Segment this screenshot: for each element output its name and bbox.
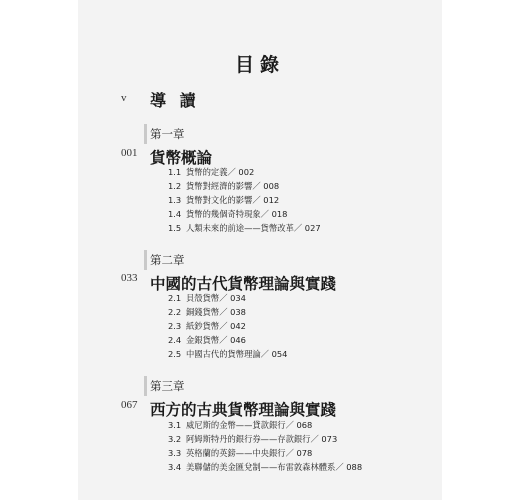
chapter-3-label: 第三章 bbox=[150, 379, 185, 393]
toc-entry: 2.3 紙鈔貨幣／ 042 bbox=[168, 321, 246, 331]
intro-heading: 導 讀 bbox=[150, 91, 200, 110]
chapter-1-title: 貨幣概論 bbox=[150, 148, 213, 167]
chapter-marker bbox=[144, 250, 147, 270]
toc-entry: 2.1 貝殼貨幣／ 034 bbox=[168, 293, 246, 303]
chapter-3-page-number: 067 bbox=[121, 399, 138, 411]
toc-entry: 1.3 貨幣對文化的影響／ 012 bbox=[168, 195, 280, 205]
toc-entry: 3.1 威尼斯的金幣——貸款銀行／ 068 bbox=[168, 420, 313, 430]
chapter-2-page-number: 033 bbox=[121, 272, 138, 284]
chapter-2-title: 中國的古代貨幣理論與實踐 bbox=[150, 274, 337, 293]
chapter-1-label: 第一章 bbox=[150, 127, 185, 141]
chapter-marker bbox=[144, 124, 147, 144]
chapter-marker bbox=[144, 376, 147, 396]
toc-entry: 1.5 人類未來的前途——貨幣改革／ 027 bbox=[168, 223, 321, 233]
toc-entry: 3.3 英格蘭的英鎊——中央銀行／ 078 bbox=[168, 448, 313, 458]
page-title: 目錄 bbox=[234, 54, 285, 76]
toc-entry: 2.4 金銀貨幣／ 046 bbox=[168, 335, 246, 345]
toc-entry: 3.4 美聯儲的美金匯兌制——布雷敦森林體系／ 088 bbox=[168, 462, 363, 472]
chapter-3-title: 西方的古典貨幣理論與實踐 bbox=[150, 400, 337, 419]
toc-entry: 1.1 貨幣的定義／ 002 bbox=[168, 167, 255, 177]
toc-entry: 2.2 銅錢貨幣／ 038 bbox=[168, 307, 246, 317]
chapter-2-label: 第二章 bbox=[150, 253, 185, 267]
intro-page-number: v bbox=[121, 92, 127, 104]
toc-entry: 1.2 貨幣對經濟的影響／ 008 bbox=[168, 181, 280, 191]
chapter-1-page-number: 001 bbox=[121, 147, 138, 159]
toc-entry: 1.4 貨幣的幾個奇特現象／ 018 bbox=[168, 209, 288, 219]
toc-entry: 2.5 中國古代的貨幣理論／ 054 bbox=[168, 349, 288, 359]
toc-entry: 3.2 阿姆斯特丹的銀行券——存款銀行／ 073 bbox=[168, 434, 338, 444]
